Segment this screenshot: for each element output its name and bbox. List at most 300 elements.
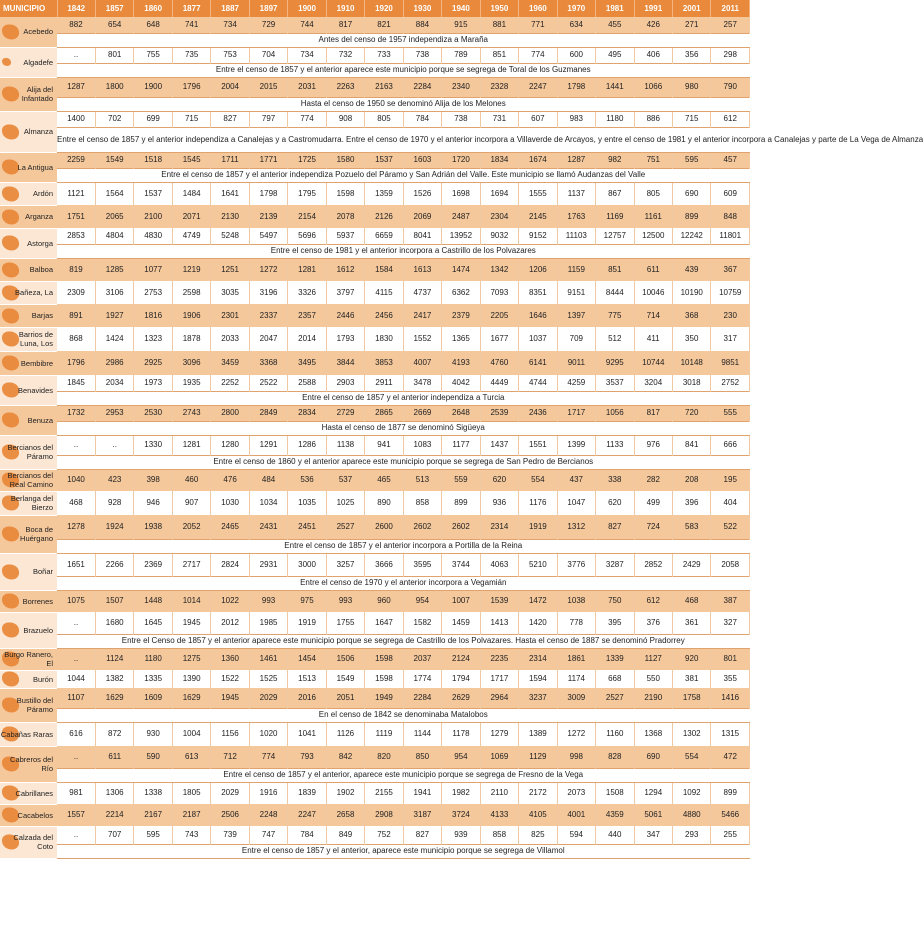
population-cell: 1609 [134, 688, 172, 708]
population-cell: 1400 [57, 111, 95, 127]
population-cell: 600 [557, 47, 595, 63]
population-cell: 2824 [211, 553, 249, 576]
population-cell: 2908 [365, 804, 403, 826]
population-cell: 734 [288, 47, 326, 63]
population-cell: 1845 [57, 375, 95, 391]
population-cell: 3666 [365, 553, 403, 576]
municipality-cell [0, 515, 57, 553]
population-cell: 3257 [326, 553, 364, 576]
note-text: Hasta el censo de 1877 se denominó Sigüeya [57, 421, 750, 435]
population-cell: 1629 [95, 688, 133, 708]
note-row [0, 768, 750, 782]
population-cell: 1035 [288, 491, 326, 515]
population-cell: 817 [634, 405, 672, 421]
population-cell: 230 [711, 304, 750, 327]
population-cell: .. [57, 826, 95, 844]
population-cell: 1555 [519, 182, 557, 205]
population-cell: 3287 [596, 553, 634, 576]
population-cell: 1121 [57, 182, 95, 205]
municipality-name: Barrios de Luna, Los [18, 330, 53, 348]
population-cell: 2911 [365, 375, 403, 391]
population-cell: 5210 [519, 553, 557, 576]
population-cell: 3797 [326, 281, 364, 304]
municipality-name: Almanza [23, 127, 53, 136]
municipality-cell [0, 722, 57, 746]
population-cell: 1306 [95, 782, 133, 804]
population-cell: 2016 [288, 688, 326, 708]
population-cell: 1945 [172, 612, 210, 634]
population-cell: 282 [634, 469, 672, 491]
population-cell: 1124 [95, 648, 133, 670]
population-cell: 3776 [557, 553, 595, 576]
population-cell: 976 [634, 435, 672, 455]
population-cell: 1160 [596, 722, 634, 746]
population-cell: 884 [403, 17, 441, 33]
population-cell: 1793 [326, 327, 364, 351]
municipality-map-icon [2, 332, 19, 347]
population-cell: 2953 [95, 405, 133, 421]
population-cell: 5061 [634, 804, 672, 826]
municipality-cell [0, 77, 57, 111]
population-cell: 4880 [673, 804, 711, 826]
municipality-cell [0, 826, 57, 858]
note-text: Entre el censo de 1857 y el anterior aparece este municipio porque se segrega de Toral de los Guzmanes [57, 63, 750, 77]
population-cell: 1796 [172, 77, 210, 97]
population-cell: 3096 [172, 351, 210, 375]
population-cell: 1551 [519, 435, 557, 455]
population-cell: 1919 [519, 515, 557, 539]
municipality-cell [0, 491, 57, 515]
population-cell: 899 [673, 205, 711, 228]
population-cell: 2369 [134, 553, 172, 576]
population-cell: 1397 [557, 304, 595, 327]
note-row [0, 421, 750, 435]
population-cell: 2078 [326, 205, 364, 228]
population-cell: 738 [403, 47, 441, 63]
population-cell: 2031 [288, 77, 326, 97]
population-cell: 755 [134, 47, 172, 63]
population-cell: 2252 [211, 375, 249, 391]
population-cell: 356 [673, 47, 711, 63]
column-header-year: 1910 [326, 0, 364, 17]
table-row [0, 746, 750, 768]
population-cell: 1677 [480, 327, 518, 351]
column-header-year: 1981 [596, 0, 634, 17]
population-cell: 2865 [365, 405, 403, 421]
population-cell: 1092 [673, 782, 711, 804]
population-cell: 1924 [95, 515, 133, 539]
population-cell: 609 [711, 182, 750, 205]
population-cell: 9151 [557, 281, 595, 304]
note-text: Entre el censo de 1860 y el anterior aparece este municipio porque se segrega de San Pedro de Bercianos [57, 455, 750, 469]
table-row [0, 670, 750, 688]
population-cell: 1982 [442, 782, 480, 804]
note-text: Entre el censo de 1857 y el anterior independiza Pozuelo del Páramo y San Adrián del Valle. Este municipio se llamó Audanzas del Valle [57, 168, 750, 182]
population-cell: 690 [673, 182, 711, 205]
municipality-name: Astorga [27, 238, 53, 248]
population-cell: 2247 [288, 804, 326, 826]
note-text: Entre el censo de 1981 y el anterior incorpora a Castrillo de los Polvazares [57, 244, 750, 258]
population-cell: 1037 [519, 327, 557, 351]
population-cell: 2598 [172, 281, 210, 304]
population-cell: 1294 [634, 782, 672, 804]
population-cell: 3018 [673, 375, 711, 391]
population-cell: 747 [249, 826, 287, 844]
population-cell: 2012 [211, 612, 249, 634]
population-cell: 1014 [172, 590, 210, 612]
population-cell: 4042 [442, 375, 480, 391]
population-cell: 2015 [249, 77, 287, 97]
population-cell: 1545 [172, 152, 210, 168]
note-row [0, 634, 750, 648]
population-cell: 751 [634, 152, 672, 168]
population-cell: .. [57, 612, 95, 634]
population-cell: 12242 [673, 228, 711, 244]
column-header-year: 1940 [442, 0, 480, 17]
population-cell: 1420 [519, 612, 557, 634]
population-cell: 2729 [326, 405, 364, 421]
population-cell: 12757 [596, 228, 634, 244]
population-cell: 2849 [249, 405, 287, 421]
population-cell: 1281 [288, 258, 326, 281]
municipality-name: Barjas [31, 311, 53, 320]
population-cell: 1472 [519, 590, 557, 612]
municipality-name: Cabrillanes [15, 788, 53, 798]
municipality-cell [0, 670, 57, 688]
population-cell: 3035 [211, 281, 249, 304]
population-cell: 3537 [596, 375, 634, 391]
population-cell: 920 [673, 648, 711, 670]
population-cell: 9032 [480, 228, 518, 244]
population-cell: 1360 [211, 648, 249, 670]
population-cell: 848 [711, 205, 750, 228]
municipality-map-icon [2, 808, 19, 823]
population-cell: 3744 [442, 553, 480, 576]
note-text: Entre el Censo de 1857 y el anterior aparece este municipio porque se segrega de Castrillo de los Polvazares. Hasta el censo de 1887 se denominó Pradorrey [57, 634, 750, 648]
table-row [0, 553, 750, 576]
population-cell: 361 [673, 612, 711, 634]
population-cell: 828 [596, 746, 634, 768]
population-cell: 1129 [519, 746, 557, 768]
population-cell: 774 [249, 746, 287, 768]
population-cell: 1004 [172, 722, 210, 746]
population-cell: 1272 [249, 258, 287, 281]
population-cell: 426 [634, 17, 672, 33]
municipality-map-icon [2, 87, 19, 102]
municipality-name: Burón [32, 674, 53, 684]
population-cell: 2154 [288, 205, 326, 228]
table-row [0, 77, 750, 97]
population-cell: 1441 [596, 77, 634, 97]
population-cell: 1580 [326, 152, 364, 168]
population-cell: 387 [711, 590, 750, 612]
municipality-name: Calzada del Coto [13, 833, 53, 851]
municipality-name: La Antigua [17, 162, 53, 172]
population-cell: 1795 [288, 182, 326, 205]
table-row [0, 469, 750, 491]
column-header-year: 1860 [134, 0, 172, 17]
population-cell: 2648 [442, 405, 480, 421]
population-cell: 2284 [403, 688, 441, 708]
municipality-name: Bañeza, La [15, 288, 53, 297]
population-cell: 2800 [211, 405, 249, 421]
population-cell: 2436 [519, 405, 557, 421]
population-cell: 960 [365, 590, 403, 612]
column-header-year: 1900 [288, 0, 326, 17]
note-text: Entre el censo de 1857 y el anterior independiza a Turcia [57, 391, 750, 405]
population-cell: 827 [211, 111, 249, 127]
population-cell: 1174 [557, 670, 595, 688]
population-cell: 612 [711, 111, 750, 127]
population-cell: 4133 [480, 804, 518, 826]
population-cell: 827 [403, 826, 441, 844]
municipality-cell [0, 746, 57, 782]
municipality-name: Berlanga del Bierzo [10, 494, 53, 512]
municipality-name: Ardón [32, 189, 53, 198]
table-row [0, 435, 750, 455]
population-cell: 440 [596, 826, 634, 844]
population-cell: 729 [249, 17, 287, 33]
population-cell: 634 [557, 17, 595, 33]
population-cell: 797 [249, 111, 287, 127]
population-cell: 784 [288, 826, 326, 844]
population-cell: 1047 [557, 491, 595, 515]
population-cell: 2925 [134, 351, 172, 375]
column-header-year: 1930 [403, 0, 441, 17]
population-cell: 1368 [634, 722, 672, 746]
population-cell: 499 [634, 491, 672, 515]
population-cell: 8041 [403, 228, 441, 244]
population-cell: 9295 [596, 351, 634, 375]
population-cell: 4115 [365, 281, 403, 304]
population-cell: 1798 [557, 77, 595, 97]
population-cell: 195 [711, 469, 750, 491]
population-cell: 406 [634, 47, 672, 63]
population-cell: 1339 [596, 648, 634, 670]
population-cell: 982 [596, 152, 634, 168]
population-cell: 2964 [480, 688, 518, 708]
population-cell: 1861 [557, 648, 595, 670]
municipality-name: Arganza [25, 212, 53, 221]
population-cell: 554 [673, 746, 711, 768]
population-cell: 771 [519, 17, 557, 33]
population-cell: 4259 [557, 375, 595, 391]
population-cell: 2527 [596, 688, 634, 708]
column-header-year: 1877 [172, 0, 210, 17]
population-cell: 1711 [211, 152, 249, 168]
population-cell: 851 [480, 47, 518, 63]
population-cell: 1646 [519, 304, 557, 327]
population-cell: 1312 [557, 515, 595, 539]
population-cell: 7093 [480, 281, 518, 304]
population-cell: 790 [711, 77, 750, 97]
population-cell: 2309 [57, 281, 95, 304]
population-cell: 3478 [403, 375, 441, 391]
population-cell: 590 [134, 746, 172, 768]
population-cell: 1584 [365, 258, 403, 281]
population-cell: 648 [134, 17, 172, 33]
municipality-cell [0, 435, 57, 469]
column-header-year: 1920 [365, 0, 403, 17]
population-cell: 1281 [172, 435, 210, 455]
population-cell: 1949 [365, 688, 403, 708]
population-cell: 3196 [249, 281, 287, 304]
population-cell: 595 [134, 826, 172, 844]
population-cell: 2752 [711, 375, 750, 391]
population-cell: 872 [95, 722, 133, 746]
population-cell: 1161 [634, 205, 672, 228]
population-cell: 1177 [442, 435, 480, 455]
population-cell: 1040 [57, 469, 95, 491]
population-cell: 1066 [634, 77, 672, 97]
population-cell: 2214 [95, 804, 133, 826]
population-cell: 983 [557, 111, 595, 127]
population-cell: 2124 [442, 648, 480, 670]
population-cell: 1365 [442, 327, 480, 351]
municipality-map-icon [2, 383, 19, 398]
note-text: Entre el censo de 1857 y el anterior, aparece este municipio porque se segrega de Fresno de la Vega [57, 768, 750, 782]
population-cell: 654 [95, 17, 133, 33]
population-cell: 1771 [249, 152, 287, 168]
population-cell: 1069 [480, 746, 518, 768]
population-cell: 2071 [172, 205, 210, 228]
population-cell: 1916 [249, 782, 287, 804]
population-cell: 5248 [211, 228, 249, 244]
column-header-year: 1887 [211, 0, 249, 17]
population-cell: 939 [442, 826, 480, 844]
population-cell: 2429 [673, 553, 711, 576]
population-cell: 954 [442, 746, 480, 768]
population-cell: 709 [557, 327, 595, 351]
municipality-name: Balboa [29, 265, 53, 274]
table-row [0, 612, 750, 634]
population-cell: 457 [711, 152, 750, 168]
note-row [0, 708, 750, 722]
municipality-map-icon [2, 356, 19, 371]
population-cell: 2235 [480, 648, 518, 670]
population-cell: 2004 [211, 77, 249, 97]
population-cell: 439 [673, 258, 711, 281]
population-cell: 1077 [134, 258, 172, 281]
population-cell: 753 [211, 47, 249, 63]
population-cell: 821 [365, 17, 403, 33]
population-cell: 690 [634, 746, 672, 768]
population-cell: 1805 [172, 782, 210, 804]
population-cell: 381 [673, 670, 711, 688]
population-cell: 12500 [634, 228, 672, 244]
population-cell: 1302 [673, 722, 711, 746]
population-cell: 2753 [134, 281, 172, 304]
population-cell: 1935 [172, 375, 210, 391]
population-cell: 1448 [134, 590, 172, 612]
population-cell: 1156 [211, 722, 249, 746]
population-cell: 1044 [57, 670, 95, 688]
population-cell: 1459 [442, 612, 480, 634]
population-cell: 550 [634, 670, 672, 688]
table-row [0, 281, 750, 304]
population-cell: 1020 [249, 722, 287, 746]
population-cell: 1651 [57, 553, 95, 576]
population-cell: 2600 [365, 515, 403, 539]
note-text: Antes del censo de 1957 independiza a Maraña [57, 33, 750, 47]
population-cell: 699 [134, 111, 172, 127]
population-cell: 2126 [365, 205, 403, 228]
population-cell: 208 [673, 469, 711, 491]
municipality-name: Benavides [17, 385, 53, 395]
population-cell: 1315 [711, 722, 750, 746]
population-cell: 1022 [211, 590, 249, 612]
population-cell: 3724 [442, 804, 480, 826]
municipality-name: Burgo Ranero, El [4, 650, 53, 668]
population-cell: 1694 [480, 182, 518, 205]
population-cell: 455 [596, 17, 634, 33]
population-cell: 731 [480, 111, 518, 127]
population-cell: 2301 [211, 304, 249, 327]
population-cell: 468 [673, 590, 711, 612]
population-cell: 3595 [403, 553, 441, 576]
population-cell: 724 [634, 515, 672, 539]
population-cell: 2247 [519, 77, 557, 97]
population-cell: 2743 [172, 405, 210, 421]
municipality-map-icon [2, 308, 19, 323]
population-cell: 1513 [288, 670, 326, 688]
population-cell: 2834 [288, 405, 326, 421]
population-cell: 4105 [519, 804, 557, 826]
note-text: Entre el censo de 1857 y el anterior independiza a Canalejas y a Castromudarra. Entre el censo de 1970 y el anterior incorpora a Villaverde de Arcayos, y entre el censo de 1981 y el anterior incorpora a Canalejas y parte de La Vega de Almanza [57, 127, 750, 152]
population-cell: 1137 [557, 182, 595, 205]
population-cell: 1582 [403, 612, 441, 634]
municipality-cell [0, 590, 57, 612]
population-cell: 612 [634, 590, 672, 612]
population-cell: 8351 [519, 281, 557, 304]
note-row [0, 844, 750, 858]
population-cell: 733 [365, 47, 403, 63]
population-cell: 2130 [211, 205, 249, 228]
population-cell: 10046 [634, 281, 672, 304]
population-cell: 2357 [288, 304, 326, 327]
population-cell: 2530 [134, 405, 172, 421]
population-cell: 595 [673, 152, 711, 168]
population-cell: 2248 [249, 804, 287, 826]
column-header-year: 1897 [249, 0, 287, 17]
population-cell: 2037 [403, 648, 441, 670]
population-cell: 805 [365, 111, 403, 127]
population-cell: 1279 [480, 722, 518, 746]
municipality-map-icon [2, 413, 19, 428]
population-cell: 735 [172, 47, 210, 63]
population-cell: 2314 [519, 648, 557, 670]
column-header-year: 2011 [711, 0, 750, 17]
population-cell: 886 [634, 111, 672, 127]
municipality-name: Bercianos del Real Camino [7, 471, 53, 489]
municipality-name: Boca de Huérgano [20, 525, 53, 543]
table-row [0, 258, 750, 281]
population-cell: 720 [673, 405, 711, 421]
population-cell: 820 [365, 746, 403, 768]
population-cell: 6362 [442, 281, 480, 304]
population-cell: 2903 [326, 375, 364, 391]
population-cell: 817 [326, 17, 364, 33]
population-cell: 868 [57, 327, 95, 351]
population-cell: 3237 [519, 688, 557, 708]
population-cell: 2602 [403, 515, 441, 539]
population-cell: 2456 [365, 304, 403, 327]
population-cell: 714 [634, 304, 672, 327]
population-cell: 993 [326, 590, 364, 612]
population-cell: 1278 [57, 515, 95, 539]
population-cell: 4063 [480, 553, 518, 576]
table-row [0, 205, 750, 228]
